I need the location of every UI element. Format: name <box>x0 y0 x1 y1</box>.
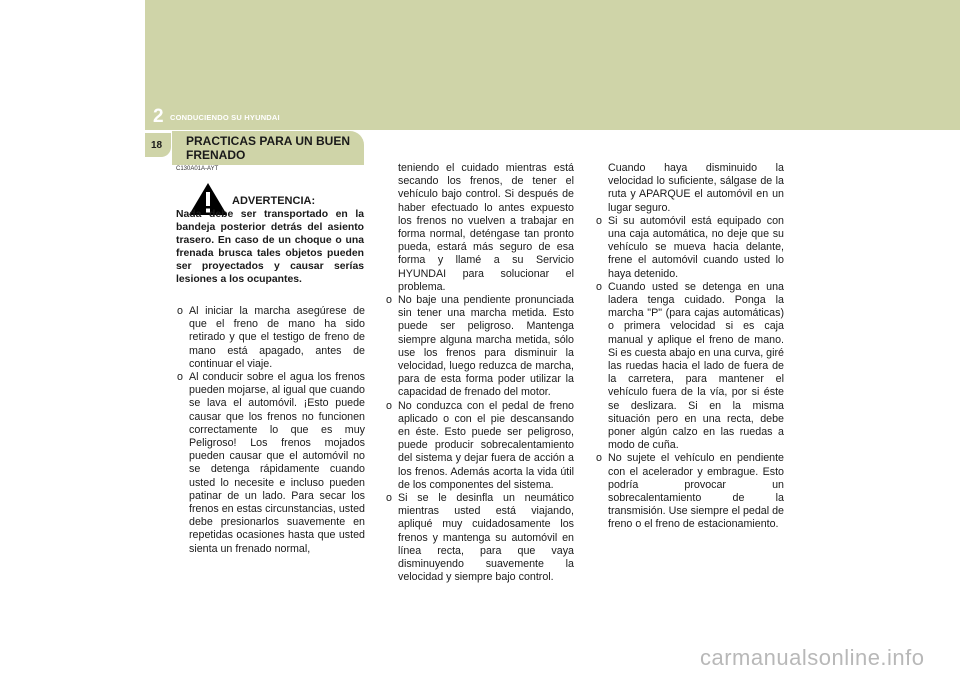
bullet: o <box>596 214 602 227</box>
list-item <box>386 492 574 584</box>
list-item-text: Si su automóvil está equipado con una caja automática, no deje que su vehículo se mueva hacia delante, frene el automóvil cuando usted lo haya detenido. <box>608 214 784 280</box>
warning-text: Nada debe ser transportado en la bandeja posterior detrás del asiento trasero. En caso de un choque o una frenada brusca tales objetos pueden ser proyectados y causar serías lesiones a los ocupantes. <box>176 209 364 285</box>
list-item-text: Al iniciar la marcha asegúrese de que el freno de mano ha sido retirado y que el testigo de freno de mano está apagado, antes de continuar el viaje. <box>189 305 365 370</box>
bullet: o <box>386 492 392 505</box>
list-item-text: Al conducir sobre el agua los frenos pueden mojarse, al igual que cuando se lava el automóvil. ¡Esto puede causar que los frenos no funcionen correctamente lo que es muy Peligroso! Los frenos mojados pueden causar que el automóvil no se detenga rápidamente cuando usted lo necesite e incluso pueden patinar de un lado. Para secar los frenos en estas circunstancias, usted debe presionarlos suavemente en repetidas ocasiones hasta que usted sienta un frenado normal, <box>189 371 365 555</box>
continuation-text: Cuando haya disminuido la velocidad lo suficiente, sálgase de la ruta y APARQUE el automóvil en un lugar seguro. <box>608 162 784 214</box>
column-2 <box>386 162 574 585</box>
list-item-text: Si se le desinfla un neumático mientras usted está viajando, apliqué muy cuidadosamente los frenos y mantenga su automóvil en línea recta, para que vaya disminuyendo suavemente la velocidad y siempre bajo control. <box>398 492 574 584</box>
warning-title: ADVERTENCIA: <box>232 195 316 207</box>
continuation-text: teniendo el cuidado mientras está secando los frenos, de tener el vehículo bajo control. Si después de haber efectuado lo antes expuesto los frenos no vuelven a trabajar en forma normal, deténgase tan pronto pueda, estará más seguro de esa forma y llamé a su Servicio HYUNDAI para solucionar el problema. <box>398 162 574 293</box>
list-item <box>596 215 784 281</box>
list-item-text: No conduzca con el pedal de freno aplicado o con el pie descansando en éste. Esto puede ser peligroso, puede producir sobrecalentamiento del sistema y dejar fuera de acción a los frenos. Además acorta la vida útil de los componentes del sistema. <box>398 399 574 491</box>
column-1 <box>177 305 365 556</box>
list-item-text: No sujete el vehículo en pendiente con el acelerador y embrague. Esto podría provocar un sobrecalentamiento de la transmisión. Use siempre el pedal de freno o el freno de estacionamiento. <box>608 452 784 531</box>
bullet: o <box>177 371 183 384</box>
chapter-number: 2 <box>153 106 164 127</box>
list-item <box>177 305 365 371</box>
chapter-title: CONDUCIENDO SU HYUNDAI <box>170 113 280 122</box>
list-item <box>177 371 365 556</box>
bullet: o <box>386 294 392 307</box>
watermark-link[interactable]: carmanualsonline.info <box>700 645 925 670</box>
list-item <box>596 281 784 453</box>
list-item <box>386 294 574 400</box>
section-title: PRACTICAS PARA UN BUEN FRENADO <box>186 134 351 162</box>
bullet: o <box>596 452 602 465</box>
section-code: C130A01A-AYT <box>176 166 219 172</box>
list-item-text: No baje una pendiente pronunciada sin tener una marcha metida. Esto puede ser peligroso. Mantenga siempre alguna marcha metida, sólo use los frenos para disminuir la velocidad, luego reduzca de marcha, para de esta forma poder utilizar la capacidad de frenado del motor. <box>398 294 574 399</box>
bullet: o <box>177 305 183 317</box>
bullet: o <box>596 280 602 293</box>
list-item-text: Cuando usted se detenga en una ladera tenga cuidado. Ponga la marcha "P" (para cajas automáticas) o primera velocidad si es caja manual y aplique el freno de mano. Si es cuesta abajo en una curva, giré las ruedas hacia el lado de fuera de la carretera, para mantener el vehículo fuera de la vía, por si éste se deslizara. Si en la misma situación pero en una recta, debe poner algún calzo en las ruedas a modo de cuña. <box>608 280 784 452</box>
page-number: 18 <box>151 140 163 151</box>
list-item <box>386 400 574 492</box>
column-3 <box>596 162 784 532</box>
list-item <box>596 452 784 531</box>
bullet: o <box>386 399 392 412</box>
